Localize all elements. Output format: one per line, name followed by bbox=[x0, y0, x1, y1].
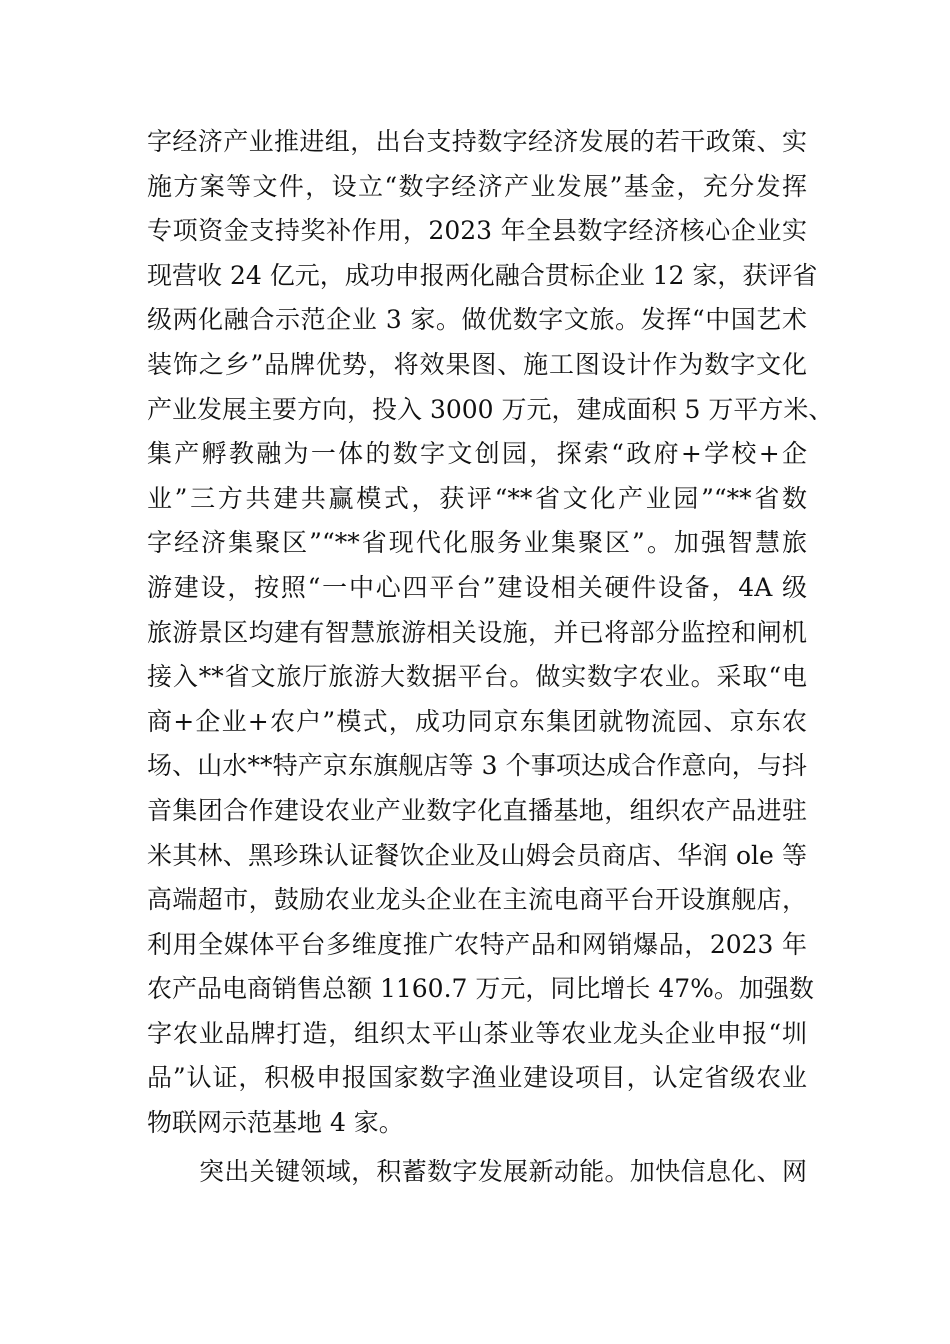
text-line: 物联网示范基地 4 家。 bbox=[147, 1108, 404, 1138]
text-line: 装饰之乡”品牌优势，将效果图、施工图设计作为数字文化 bbox=[147, 349, 807, 379]
text-line: 突出关键领域，积蓄数字发展新动能。加快信息化、网 bbox=[199, 1156, 807, 1186]
text-line: 字农业品牌打造，组织太平山茶业等农业龙头企业申报“圳 bbox=[147, 1018, 807, 1048]
text-line: 专项资金支持奖补作用，2023 年全县数字经济核心企业实 bbox=[147, 216, 807, 246]
text-line: 农产品电商销售总额 1160.7 万元，同比增长 47%。加强数 bbox=[147, 974, 814, 1004]
text-line: 利用全媒体平台多维度推广农特产品和网销爆品，2023 年 bbox=[147, 929, 807, 959]
text-line: 商+企业+农户”模式，成功同京东集团就物流园、京东农 bbox=[147, 706, 807, 736]
text-line: 产业发展主要方向，投入 3000 万元，建成面积 5 万平方米、 bbox=[147, 394, 834, 424]
text-line: 高端超市，鼓励农业龙头企业在主流电商平台开设旗舰店， bbox=[147, 885, 807, 915]
text-line: 品”认证，积极申报国家数字渔业建设项目，认定省级农业 bbox=[147, 1063, 807, 1093]
body-text bbox=[147, 120, 834, 1194]
text-line: 音集团合作建设农业产业数字化直播基地，组织农产品进驻 bbox=[147, 795, 807, 825]
text-line: 米其林、黑珍珠认证餐饮企业及山姆会员商店、华润 ole 等 bbox=[147, 840, 807, 870]
text-line: 现营收 24 亿元，成功申报两化融合贯标企业 12 家，获评省 bbox=[147, 260, 818, 290]
text-line: 游建设，按照“一中心四平台”建设相关硬件设备，4A 级 bbox=[147, 572, 807, 602]
text-line: 字经济产业推进组，出台支持数字经济发展的若干政策、实 bbox=[147, 127, 807, 156]
paragraph bbox=[147, 120, 834, 1146]
paragraph bbox=[147, 1150, 807, 1195]
text-line: 字经济集聚区”“**省现代化服务业集聚区”。加强智慧旅 bbox=[147, 528, 807, 558]
text-line: 旅游景区均建有智慧旅游相关设施，并已将部分监控和闸机 bbox=[147, 617, 807, 647]
text-line: 施方案等文件，设立“数字经济产业发展”基金，充分发挥 bbox=[147, 171, 807, 201]
text-line: 接入**省文旅厅旅游大数据平台。做实数字农业。采取“电 bbox=[147, 662, 807, 692]
text-line: 级两化融合示范企业 3 家。做优数字文旅。发挥“中国艺术 bbox=[147, 305, 807, 335]
text-line: 集产孵教融为一体的数字文创园，探索“政府+学校+企 bbox=[147, 439, 807, 469]
text-line: 业”三方共建共赢模式，获评“**省文化产业园”“**省数 bbox=[147, 483, 807, 513]
text-line: 场、山水**特产京东旗舰店等 3 个事项达成合作意向，与抖 bbox=[147, 751, 807, 781]
